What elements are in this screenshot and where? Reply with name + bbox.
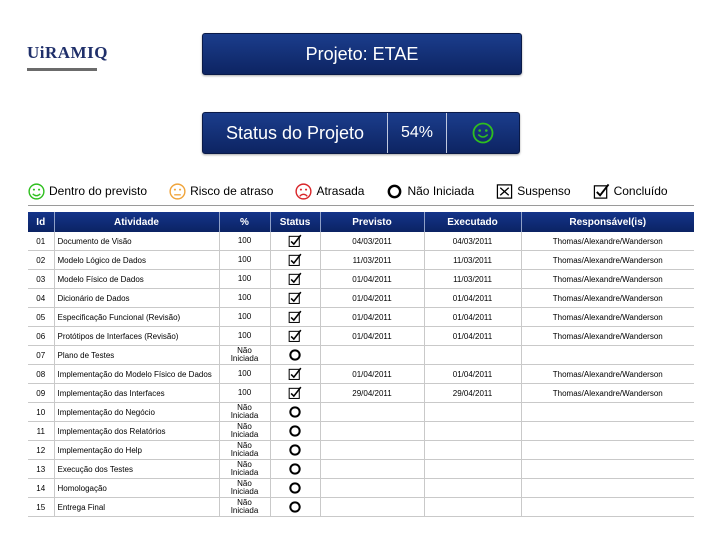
column-header: Responsável(is)	[521, 212, 694, 232]
logo: UiRAMIQ	[27, 42, 97, 71]
cell-id: 15	[28, 498, 54, 517]
cell-executado: 01/04/2011	[424, 289, 521, 308]
column-header: Status	[270, 212, 320, 232]
cell-atividade: Documento de Visão	[54, 232, 219, 251]
table-row	[28, 270, 694, 289]
cell-id: 08	[28, 365, 54, 384]
table-row	[28, 327, 694, 346]
cell-percent: 100	[219, 327, 270, 346]
cell-atividade: Especificação Funcional (Revisão)	[54, 308, 219, 327]
table-row	[28, 308, 694, 327]
cell-status	[270, 441, 320, 460]
legend-item-circle	[386, 183, 474, 200]
cell-executado: 11/03/2011	[424, 270, 521, 289]
cell-id: 03	[28, 270, 54, 289]
cell-executado	[424, 498, 521, 517]
cell-percent: 100	[219, 251, 270, 270]
circle-icon	[386, 183, 403, 200]
cell-responsaveis: Thomas/Alexandre/Wanderson	[521, 270, 694, 289]
cell-percent: 100	[219, 270, 270, 289]
table-row	[28, 479, 694, 498]
cell-status	[270, 479, 320, 498]
cell-id: 06	[28, 327, 54, 346]
legend-label: Suspenso	[517, 184, 571, 198]
legend-label: Não Iniciada	[407, 184, 475, 198]
sad-face-icon	[295, 183, 312, 200]
cell-previsto: 01/04/2011	[320, 308, 424, 327]
cell-percent: Não Iniciada	[219, 346, 270, 365]
cell-percent: Não Iniciada	[219, 403, 270, 422]
cell-percent: Não Iniciada	[219, 479, 270, 498]
table-row	[28, 460, 694, 479]
cell-executado	[424, 479, 521, 498]
circle-icon	[288, 500, 302, 514]
cell-id: 07	[28, 346, 54, 365]
cell-responsaveis	[521, 403, 694, 422]
status-percent: 54%	[388, 113, 447, 153]
cell-atividade: Implementação dos Relatórios	[54, 422, 219, 441]
circle-icon	[288, 481, 302, 495]
cell-previsto	[320, 422, 424, 441]
status-label: Status do Projeto	[203, 113, 388, 153]
column-header: %	[219, 212, 270, 232]
cell-previsto: 11/03/2011	[320, 251, 424, 270]
legend-divider	[28, 205, 694, 206]
status-indicator	[447, 113, 519, 153]
cell-status	[270, 308, 320, 327]
table-row	[28, 498, 694, 517]
cell-percent: 100	[219, 384, 270, 403]
table-row	[28, 251, 694, 270]
cell-status	[270, 270, 320, 289]
cell-status	[270, 289, 320, 308]
project-title	[202, 33, 522, 75]
cell-id: 11	[28, 422, 54, 441]
cell-previsto: 04/03/2011	[320, 232, 424, 251]
circle-icon	[288, 424, 302, 438]
cell-previsto	[320, 460, 424, 479]
cell-percent: 100	[219, 365, 270, 384]
table-row	[28, 232, 694, 251]
cell-status	[270, 232, 320, 251]
cell-atividade: Implementação do Help	[54, 441, 219, 460]
cell-atividade: Execução dos Testes	[54, 460, 219, 479]
cell-previsto: 01/04/2011	[320, 365, 424, 384]
cell-id: 14	[28, 479, 54, 498]
cell-atividade: Homologação	[54, 479, 219, 498]
table-row	[28, 365, 694, 384]
cell-responsaveis	[521, 479, 694, 498]
cell-atividade: Implementação das Interfaces	[54, 384, 219, 403]
cell-executado: 01/04/2011	[424, 365, 521, 384]
cell-executado: 01/04/2011	[424, 327, 521, 346]
column-header: Previsto	[320, 212, 424, 232]
circle-icon	[288, 348, 302, 362]
cell-status	[270, 384, 320, 403]
cell-executado	[424, 422, 521, 441]
cell-status	[270, 498, 320, 517]
legend-item-smile	[28, 183, 147, 200]
cell-percent: Não Iniciada	[219, 422, 270, 441]
cell-percent: Não Iniciada	[219, 441, 270, 460]
cell-responsaveis	[521, 460, 694, 479]
check-box-icon	[288, 272, 302, 286]
cell-responsaveis	[521, 441, 694, 460]
cell-atividade: Modelo Físico de Dados	[54, 270, 219, 289]
legend-label: Atrasada	[316, 184, 365, 198]
smile-icon	[28, 183, 45, 200]
cell-id: 02	[28, 251, 54, 270]
cell-atividade: Dicionário de Dados	[54, 289, 219, 308]
cell-previsto: 01/04/2011	[320, 327, 424, 346]
column-header: Id	[28, 212, 54, 232]
cell-previsto	[320, 479, 424, 498]
status-legend	[28, 180, 696, 202]
check-box-icon	[288, 234, 302, 248]
legend-item-x-box	[496, 183, 570, 200]
check-box-icon	[288, 329, 302, 343]
table-row	[28, 441, 694, 460]
cell-responsaveis	[521, 422, 694, 441]
project-title-text: Projeto: ETAE	[305, 43, 419, 64]
cell-executado	[424, 403, 521, 422]
cell-executado	[424, 441, 521, 460]
cell-percent: 100	[219, 308, 270, 327]
circle-icon	[288, 462, 302, 476]
cell-status	[270, 403, 320, 422]
cell-responsaveis	[521, 346, 694, 365]
cell-id: 10	[28, 403, 54, 422]
cell-status	[270, 251, 320, 270]
cell-status	[270, 460, 320, 479]
cell-executado: 01/04/2011	[424, 308, 521, 327]
cell-status	[270, 346, 320, 365]
cell-id: 04	[28, 289, 54, 308]
column-header: Atividade	[54, 212, 219, 232]
cell-id: 01	[28, 232, 54, 251]
project-status-panel	[202, 112, 520, 154]
cell-executado: 04/03/2011	[424, 232, 521, 251]
table-header-row	[28, 212, 694, 232]
smile-icon	[472, 122, 494, 144]
cell-responsaveis: Thomas/Alexandre/Wanderson	[521, 365, 694, 384]
legend-item-check-box	[593, 183, 668, 200]
cell-previsto: 01/04/2011	[320, 270, 424, 289]
legend-label: Dentro do previsto	[49, 184, 148, 198]
cell-status	[270, 365, 320, 384]
cell-executado	[424, 346, 521, 365]
cell-percent: 100	[219, 289, 270, 308]
cell-percent: 100	[219, 232, 270, 251]
cell-percent: Não Iniciada	[219, 498, 270, 517]
cell-responsaveis	[521, 498, 694, 517]
table-row	[28, 403, 694, 422]
check-box-icon	[288, 291, 302, 305]
circle-icon	[288, 405, 302, 419]
neutral-face-icon	[169, 183, 186, 200]
legend-label: Concluído	[613, 184, 668, 198]
cell-responsaveis: Thomas/Alexandre/Wanderson	[521, 308, 694, 327]
cell-executado: 29/04/2011	[424, 384, 521, 403]
check-box-icon	[593, 183, 610, 200]
cell-responsaveis: Thomas/Alexandre/Wanderson	[521, 251, 694, 270]
column-header: Executado	[424, 212, 521, 232]
legend-label: Risco de atraso	[190, 184, 274, 198]
cell-status	[270, 422, 320, 441]
cell-atividade: Protótipos de Interfaces (Revisão)	[54, 327, 219, 346]
cell-previsto	[320, 441, 424, 460]
legend-item-sad-face	[295, 183, 364, 200]
check-box-icon	[288, 367, 302, 381]
legend-item-neutral-face	[169, 183, 273, 200]
cell-id: 09	[28, 384, 54, 403]
check-box-icon	[288, 310, 302, 324]
cell-previsto	[320, 498, 424, 517]
activities-table	[28, 212, 694, 517]
cell-previsto: 01/04/2011	[320, 289, 424, 308]
cell-atividade: Entrega Final	[54, 498, 219, 517]
cell-status	[270, 327, 320, 346]
cell-responsaveis: Thomas/Alexandre/Wanderson	[521, 327, 694, 346]
table-row	[28, 384, 694, 403]
cell-previsto	[320, 346, 424, 365]
cell-atividade: Implementação do Negócio	[54, 403, 219, 422]
cell-id: 13	[28, 460, 54, 479]
table-row	[28, 422, 694, 441]
x-box-icon	[496, 183, 513, 200]
cell-id: 12	[28, 441, 54, 460]
cell-responsaveis: Thomas/Alexandre/Wanderson	[521, 232, 694, 251]
cell-id: 05	[28, 308, 54, 327]
cell-responsaveis: Thomas/Alexandre/Wanderson	[521, 289, 694, 308]
cell-percent: Não Iniciada	[219, 460, 270, 479]
cell-atividade: Plano de Testes	[54, 346, 219, 365]
table-row	[28, 289, 694, 308]
table-row	[28, 346, 694, 365]
circle-icon	[288, 443, 302, 457]
cell-executado: 11/03/2011	[424, 251, 521, 270]
cell-executado	[424, 460, 521, 479]
cell-atividade: Implementação do Modelo Físico de Dados	[54, 365, 219, 384]
cell-responsaveis: Thomas/Alexandre/Wanderson	[521, 384, 694, 403]
check-box-icon	[288, 386, 302, 400]
check-box-icon	[288, 253, 302, 267]
cell-atividade: Modelo Lógico de Dados	[54, 251, 219, 270]
cell-previsto: 29/04/2011	[320, 384, 424, 403]
cell-previsto	[320, 403, 424, 422]
